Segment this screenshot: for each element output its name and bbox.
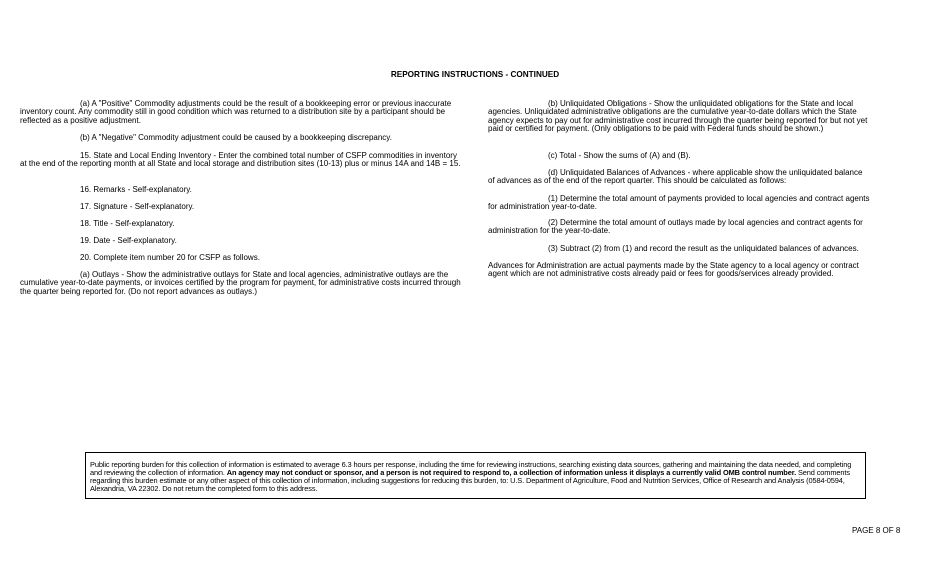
instruction-item-20: 20. Complete item number 20 for CSFP as follows. [80, 253, 260, 262]
instruction-step-1: (1) Determine the total amount of payments provided to local agencies and contract agents for administration year-to-date. [488, 194, 870, 212]
instruction-positive-adjustment: (a) A "Positive" Commodity adjustments could be the result of a bookkeeping error or previous inaccurate inventory count. Any commodity still in good condition which was returned to a distribution site by a participant should be reflected as a positive adjustment. [20, 99, 452, 125]
instruction-negative-adjustment: (b) A "Negative" Commodity adjustment could be caused by a bookkeeping discrepancy. [80, 133, 392, 142]
burden-text-2: Send comments regarding this burden estimate or any other aspect of this collection of information, including suggestions for reducing this burden, to: U.S. Department of Agriculture, Food and Nutrition Services, Office of Research and Analysis (0584-0594, Alexandria, VA 22302. Do not return the completed form to this address. [90, 468, 850, 493]
burden-text-1: Public reporting burden for this collection of information is estimated to average 6.3 hours per response, including the time for reviewing instructions, searching existing data sources, gathering and maintaining the data needed, and completing and reviewing the collection of information. [90, 460, 852, 477]
burden-text-bold: An agency may not conduct or sponsor, and a person is not required to respond to, a collection of information unless it displays a currently valid OMB control number. [226, 468, 797, 477]
instruction-item-17: 17. Signature - Self-explanatory. [80, 202, 195, 211]
burden-statement-box [85, 452, 866, 499]
instruction-item-18: 18. Title - Self-explanatory. [80, 219, 175, 228]
burden-statement [90, 461, 860, 493]
page-number: PAGE 8 OF 8 [852, 526, 901, 535]
instruction-item-16: 16. Remarks - Self-explanatory. [80, 185, 192, 194]
page-title: REPORTING INSTRUCTIONS - CONTINUED [390, 70, 560, 79]
instruction-unliquidated-obligations: (b) Unliquidated Obligations - Show the unliquidated obligations for the State and local agencies. Unliquidated administrative obligations are the cumulative year-to-date dollars which the State agency expects to pay out for administrative cost incurred through the quarter being reported for but not yet paid or certified for payment. (Only obligations to be paid with Federal funds should be shown.) [488, 99, 868, 134]
instruction-step-3: (3) Subtract (2) from (1) and record the result as the unliquidated balances of advances. [548, 244, 859, 253]
instruction-outlays: (a) Outlays - Show the administrative outlays for State and local agencies, administrative outlays are the cumulative year-to-date payments, or invoices certified by the program for payment, for administrative costs incurred through the quarter being reported for. (Do not report advances as outlays.) [20, 270, 461, 296]
instruction-unliquidated-balances: (d) Unliquidated Balances of Advances - where applicable show the unliquidated balance of advances as of the end of the report quarter. This should be calculated as follows: [488, 168, 863, 186]
instruction-advances-definition: Advances for Administration are actual payments made by the State agency to a local agency or contract agent which are not administrative costs already paid or fees for goods/services already provided. [488, 261, 859, 279]
instruction-step-2: (2) Determine the total amount of outlays made by local agencies and contract agents for administration for the year-to-date. [488, 218, 863, 236]
instruction-total: (c) Total - Show the sums of (A) and (B). [548, 151, 691, 160]
instruction-item-19: 19. Date - Self-explanatory. [80, 236, 177, 245]
instruction-item-15: 15. State and Local Ending Inventory - Enter the combined total number of CSFP commodities in inventory at the end of the reporting month at all State and local storage and distribution sites (10-13) plus or minus 14A and 14B = 15. [20, 151, 461, 169]
